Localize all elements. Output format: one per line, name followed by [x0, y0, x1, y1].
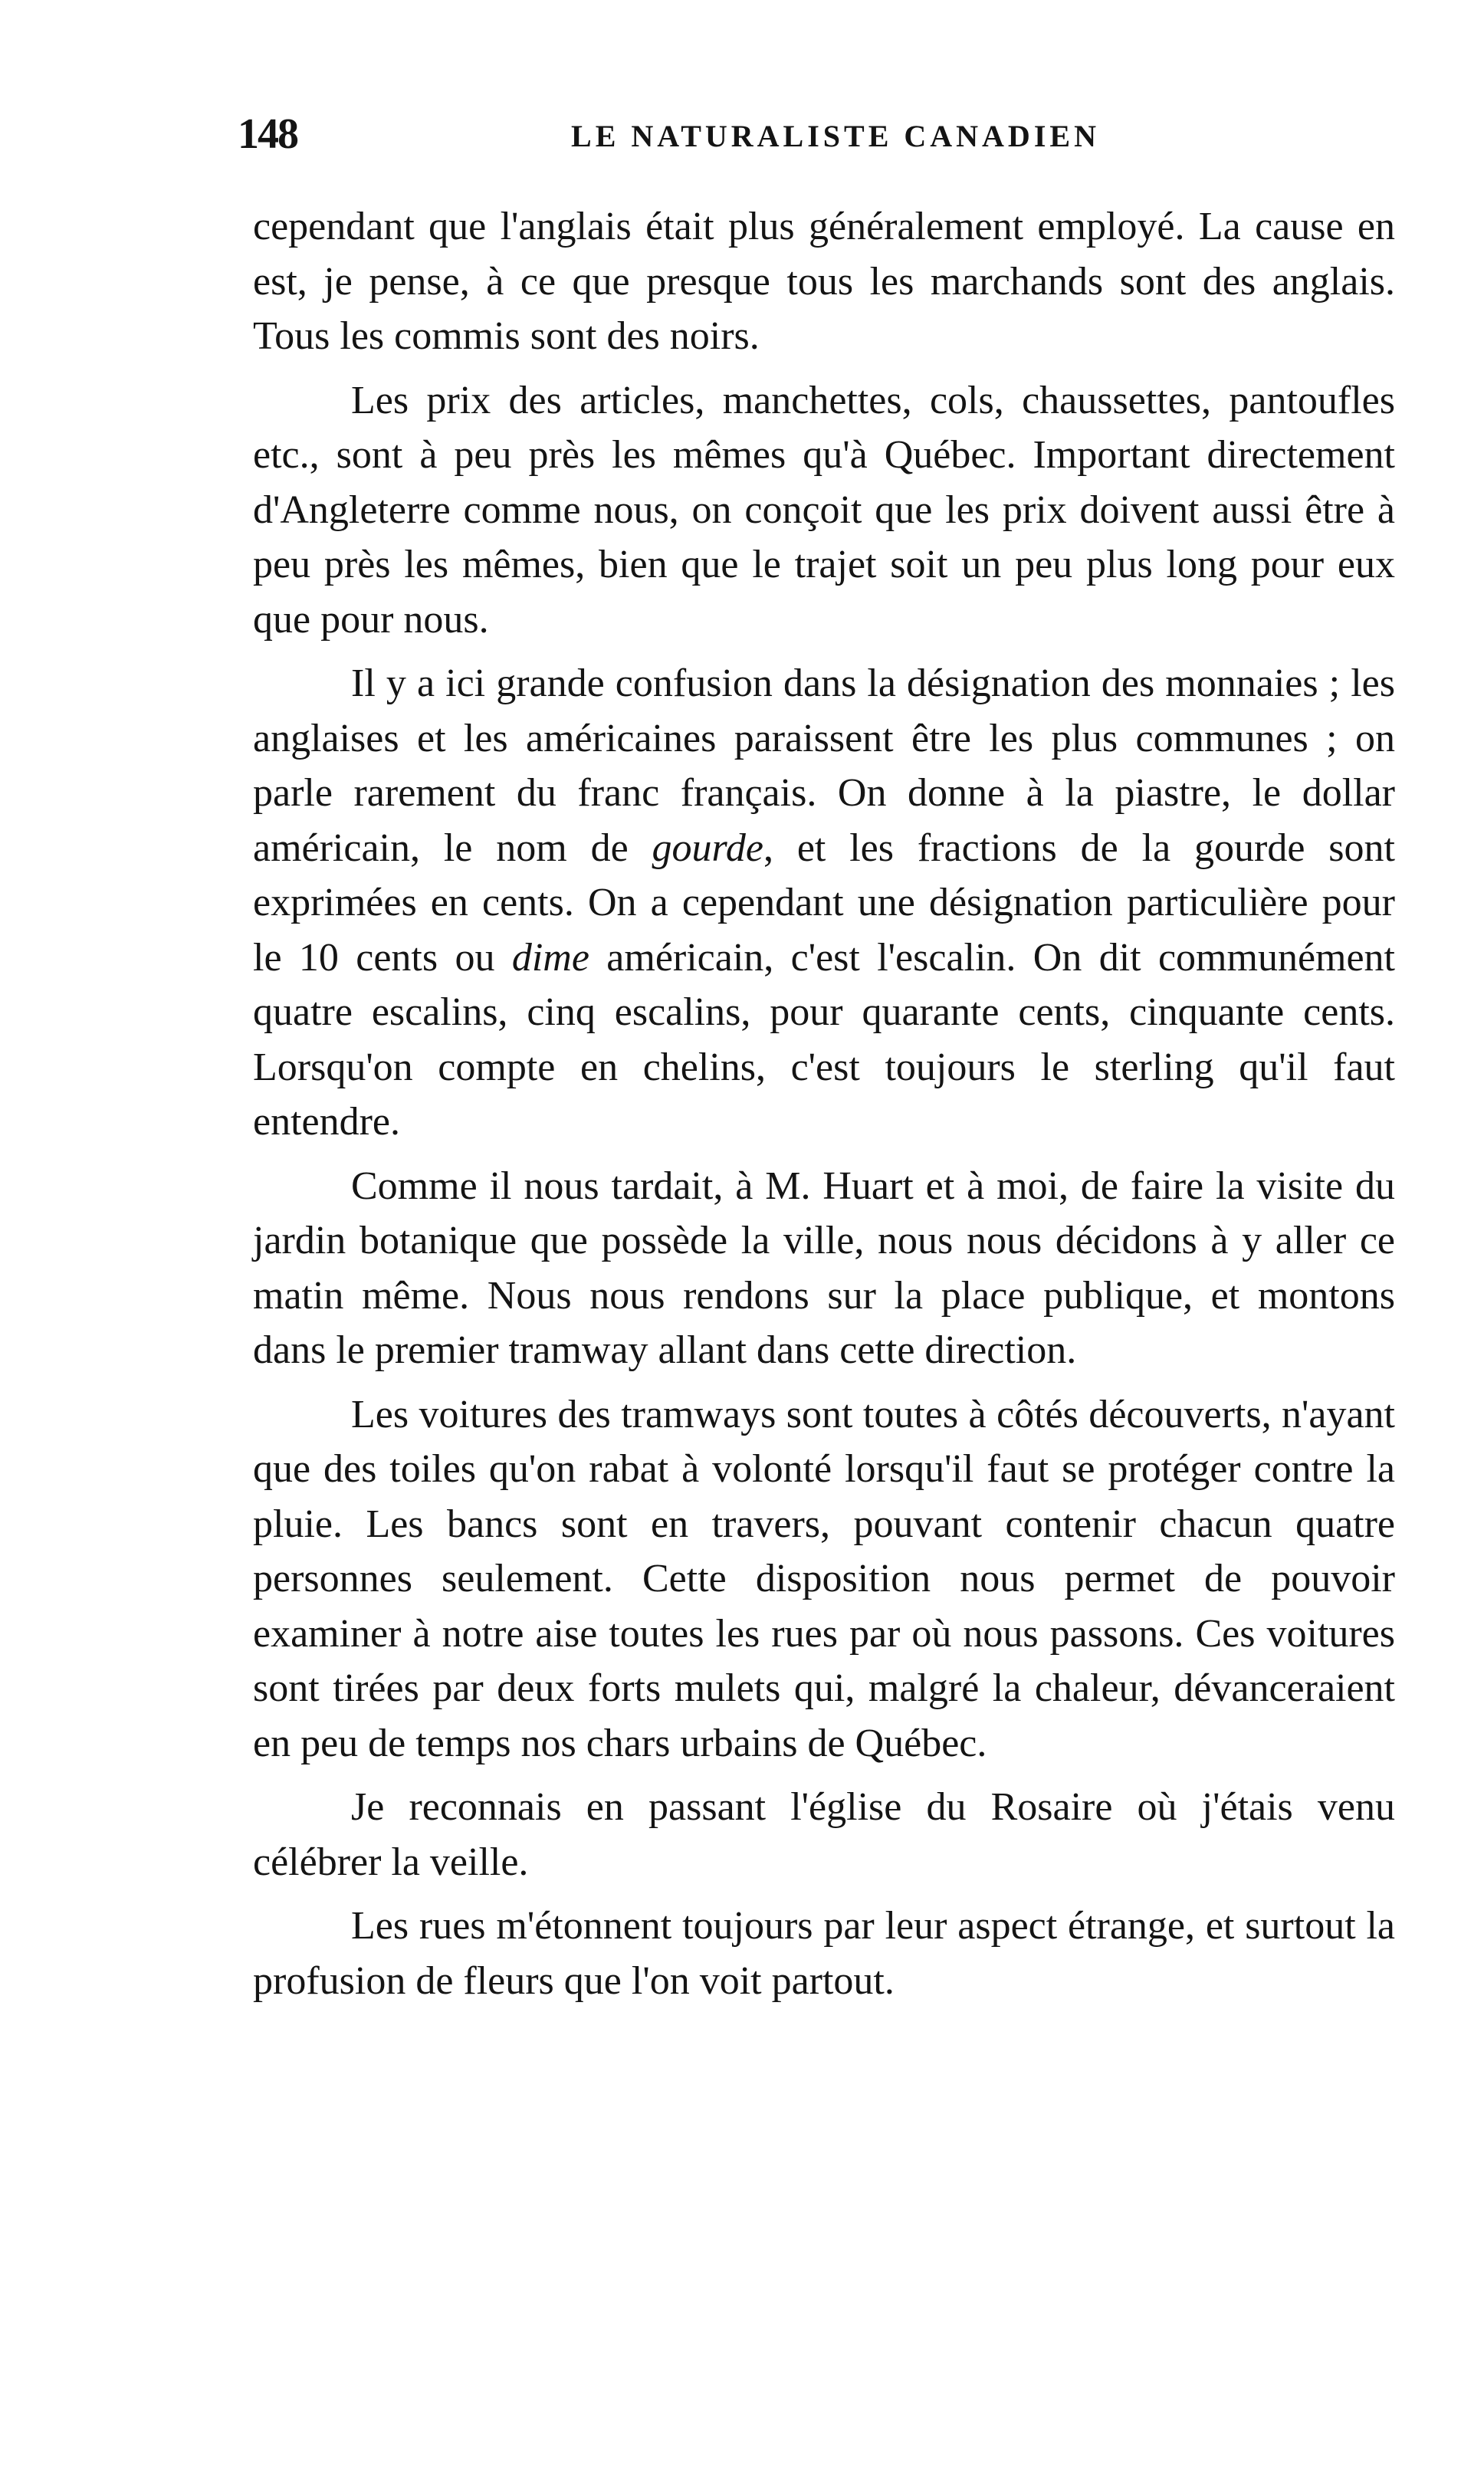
currency-term-gourde: gourde [652, 826, 763, 870]
currency-text-part-1: Il y a ici grande confusion dans la désignation des monnaies ; les anglaises et les américaines paraissent être les plus communes ; on parle rarement du franc français. On donne à la piastre, le dollar américain, le nom de [253, 661, 1395, 870]
paragraph-streets: Les rues m'étonnent toujours par leur aspect étrange, et surtout la profusion de fleurs que l'on voit partout. [253, 1904, 1395, 2003]
currency-term-dime: dime [511, 935, 589, 980]
paragraph-tramways: Les voitures des tramways sont toutes à côtés découverts, n'ayant que des toiles qu'on rabat à volonté lorsqu'il faut se protéger contre la pluie. Les bancs sont en travers, pouvant contenir chacun quatre personnes seulement. Cette disposition nous permet de pouvoir examiner à notre aise toutes les rues par où nous passons. Ces voitures sont tirées par deux forts mulets qui, malgré la chaleur, dévanceraient en peu de temps nos chars urbains de Québec. [253, 1392, 1395, 1765]
currency-text-part-2: , et les fractions de la gourde sont exprimées en cents. On a cependant une désignation particulière pour le 10 cents ou [253, 826, 1395, 980]
paragraph-prices: Les prix des articles, manchettes, cols, chaussettes, pantoufles etc., sont à peu près les mêmes qu'à Québec. Important directement d'Angleterre comme nous, on conçoit que les prix doivent aussi être à peu près les mêmes, bien que le trajet soit un peu plus long pour eux que pour nous. [253, 378, 1395, 642]
paragraph-currency [253, 656, 1395, 1150]
journal-title: LE NATURALISTE CANADIEN [571, 119, 1100, 153]
body-text [253, 199, 1395, 2008]
paragraph-rosary-church: Je reconnais en passant l'église du Rosaire où j'étais venu célébrer la veille. [253, 1785, 1395, 1884]
paragraph-commerce-language: cependant que l'anglais était plus généralement employé. La cause en est, je pense, à ce que presque tous les marchands sont des anglais. Tous les commis sont des noirs. [253, 205, 1395, 358]
running-head [238, 107, 1403, 161]
page-number: 148 [238, 110, 297, 158]
paragraph-botanical-garden: Comme il nous tardait, à M. Huart et à moi, de faire la visite du jardin botanique que possède la ville, nous nous décidons à y aller ce matin même. Nous nous rendons sur la place publique, et montons dans le premier tramway allant dans cette direction. [253, 1164, 1395, 1372]
currency-text-part-3: américain, c'est l'escalin. On dit communément quatre escalins, cinq escalins, pour quarante cents, cinquante cents. Lorsqu'on compte en chelins, c'est toujours le sterling qu'il faut entendre. [253, 935, 1395, 1144]
